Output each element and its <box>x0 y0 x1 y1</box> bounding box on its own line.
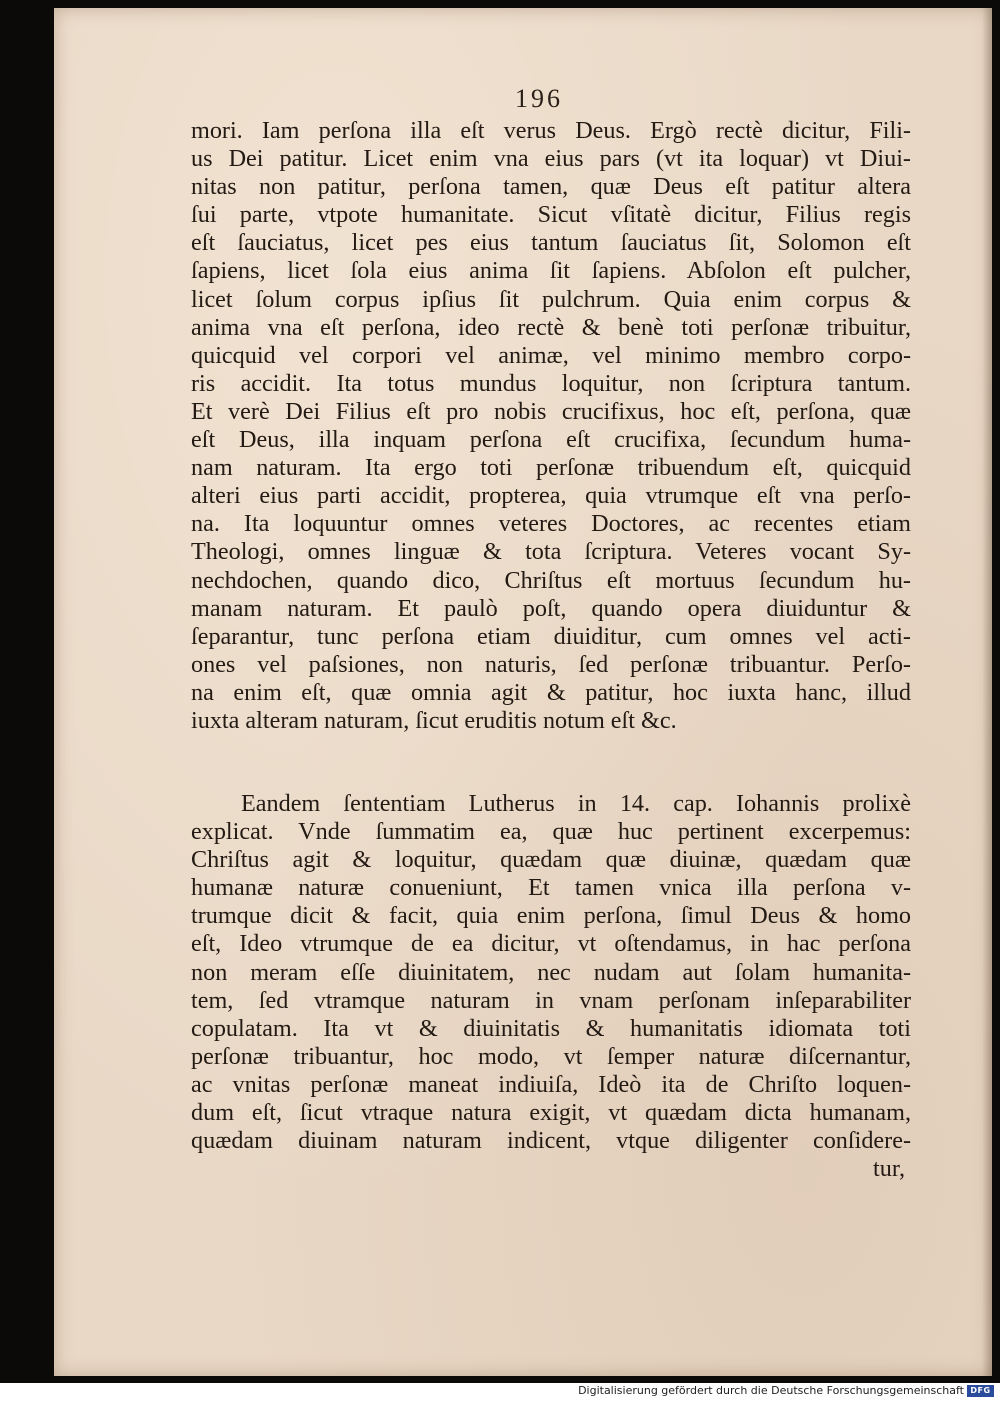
text-line: Theologi, omnes linguæ & tota ſcriptura. Veteres vocant Sy- <box>191 538 911 566</box>
dfg-logo: DFG <box>967 1385 994 1397</box>
text-line: tem, ſed vtramque naturam in vnam perſonam inſeparabiliter <box>191 986 911 1014</box>
text-line: ſui parte, vtpote humanitate. Sicut vſitatè dicitur, Filius regis <box>191 201 911 229</box>
text-line: quædam diuinam naturam indicent, vtque diligenter conſidere- <box>191 1127 911 1155</box>
text-line: eſt, Ideo vtrumque de ea dicitur, vt oſtendamus, in hac perſona <box>191 930 911 958</box>
text-line: explicat. Vnde ſummatim ea, quæ huc pertinent excerpemus: <box>191 818 911 846</box>
page-number: 196 <box>515 84 563 113</box>
text-line: na enim eſt, quæ omnia agit & patitur, hoc iuxta hanc, illud <box>191 678 911 706</box>
text-line: ris accidit. Ita totus mundus loquitur, non ſcriptura tantum. <box>191 369 911 397</box>
text-line: Et verè Dei Filius eſt pro nobis crucifixus, hoc eſt, perſona, quæ <box>191 397 911 425</box>
text-line: humanæ naturæ conueniunt, Et tamen vnica illa perſona v- <box>191 874 911 902</box>
text-line: trumque dicit & facit, quia enim perſona, ſimul Deus & homo <box>191 902 911 930</box>
text-line: ones vel paſsiones, non naturis, ſed perſonæ tribuantur. Perſo- <box>191 650 911 678</box>
text-line: iuxta alteram naturam, ſicut eruditis notum eſt &c. <box>191 706 677 734</box>
text-line: ſapiens, licet ſola eius anima ſit ſapiens. Abſolon eſt pulcher, <box>191 257 911 285</box>
text-line: non meram eſſe diuinitatem, nec nudam aut ſolam humanita- <box>191 958 911 986</box>
text-line: us Dei patitur. Licet enim vna eius pars (vt ita loquar) vt Diui- <box>191 145 911 173</box>
text-line: nechdochen, quando dico, Chriſtus eſt mortuus ſecundum hu- <box>191 566 911 594</box>
paragraph-2 <box>191 790 911 1183</box>
text-line: quicquid vel corpori vel animæ, vel minimo membro corpo- <box>191 341 911 369</box>
text-line: mori. Iam perſona illa eſt verus Deus. Ergò rectè dicitur, Fili- <box>191 117 911 144</box>
text-line: na. Ita loquuntur omnes veteres Doctores, ac recentes etiam <box>191 510 911 538</box>
text-line: perſonæ tribuantur, hoc modo, vt ſemper naturæ diſcernantur, <box>191 1042 911 1070</box>
text-line: eſt ſauciatus, licet pes eius tantum ſauciatus ſit, Solomon eſt <box>191 229 911 257</box>
text-line: ac vnitas perſonæ maneat indiuiſa, Ideò ita de Chriſto loquen- <box>191 1070 911 1098</box>
page-edge-shadow <box>982 8 992 1376</box>
catchword: tur, <box>873 1155 905 1183</box>
text-line: Chriſtus agit & loquitur, quædam quæ diuinæ, quædam quæ <box>191 846 911 874</box>
text-line: nam naturam. Ita ergo toti perſonæ tribuendum eſt, quicquid <box>191 454 911 482</box>
text-line: licet ſolum corpus ipſius ſit pulchrum. Quia enim corpus & <box>191 285 911 313</box>
text-line: alteri eius parti accidit, propterea, quia vtrumque eſt vna perſo- <box>191 482 911 510</box>
text-line: Eandem ſententiam Lutherus in 14. cap. Iohannis prolixè <box>241 790 911 817</box>
funding-credit: Digitalisierung gefördert durch die Deutsche Forschungsgemeinschaft <box>578 1384 964 1397</box>
text-line: dum eſt, ſicut vtraque natura exigit, vt quædam dicta humanam, <box>191 1099 911 1127</box>
text-line: nitas non patitur, perſona tamen, quæ Deus eſt patitur altera <box>191 173 911 201</box>
paragraph-1 <box>191 117 911 735</box>
text-line: ſeparantur, tunc perſona etiam diuiditur, cum omnes vel acti- <box>191 622 911 650</box>
text-line: anima vna eſt perſona, ideo rectè & benè toti perſonæ tribuitur, <box>191 313 911 341</box>
text-line: eſt Deus, illa inquam perſona eſt crucifixa, ſecundum huma- <box>191 426 911 454</box>
text-line: copulatam. Ita vt & diuinitatis & humanitatis idiomata toti <box>191 1014 911 1042</box>
text-line: manam naturam. Et paulò poſt, quando opera diuiduntur & <box>191 594 911 622</box>
